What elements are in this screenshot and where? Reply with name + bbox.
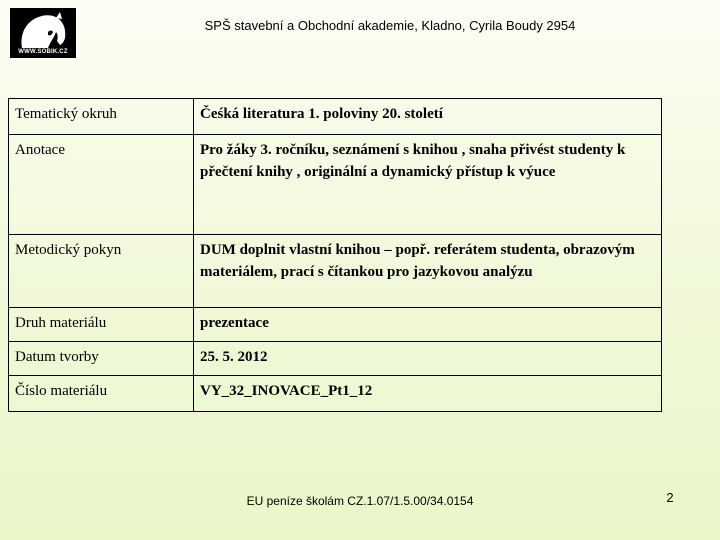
row-value: Čeśká literatura 1. poloviny 20. století [194, 99, 662, 135]
row-value: VY_32_INOVACE_Pt1_12 [194, 376, 662, 412]
row-key: Číslo materiálu [9, 376, 194, 412]
row-key: Tematický okruh [9, 99, 194, 135]
table-row [9, 342, 662, 376]
row-value: Pro žáky 3. ročníku, seznámení s knihou , snaha přivést studenty k přečtení knihy , originální a dynamický přístup k výuce [194, 135, 662, 235]
row-key: Datum tvorby [9, 342, 194, 376]
metadata-table [8, 98, 662, 412]
table-row [9, 135, 662, 235]
row-value: DUM doplnit vlastní knihou – popř. referátem studenta, obrazovým materiálem, prací s čítankou pro jazykovou analýzu [194, 235, 662, 308]
row-value: 25. 5. 2012 [194, 342, 662, 376]
table-row [9, 99, 662, 135]
row-value: prezentace [194, 308, 662, 342]
row-key: Metodický pokyn [9, 235, 194, 308]
table-row [9, 308, 662, 342]
row-key: Druh materiálu [9, 308, 194, 342]
footer-text: EU peníze školám CZ.1.07/1.5.00/34.0154 [246, 494, 474, 508]
row-key: Anotace [9, 135, 194, 235]
logo-text: WWW.SOBIK.CZ [18, 49, 68, 55]
school-logo [10, 8, 76, 58]
page-header: SPŠ stavební a Obchodní akademie, Kladno, Cyrila Boudy 2954 [204, 18, 576, 33]
table-row [9, 376, 662, 412]
page-number: 2 [666, 490, 674, 505]
table-row [9, 235, 662, 308]
